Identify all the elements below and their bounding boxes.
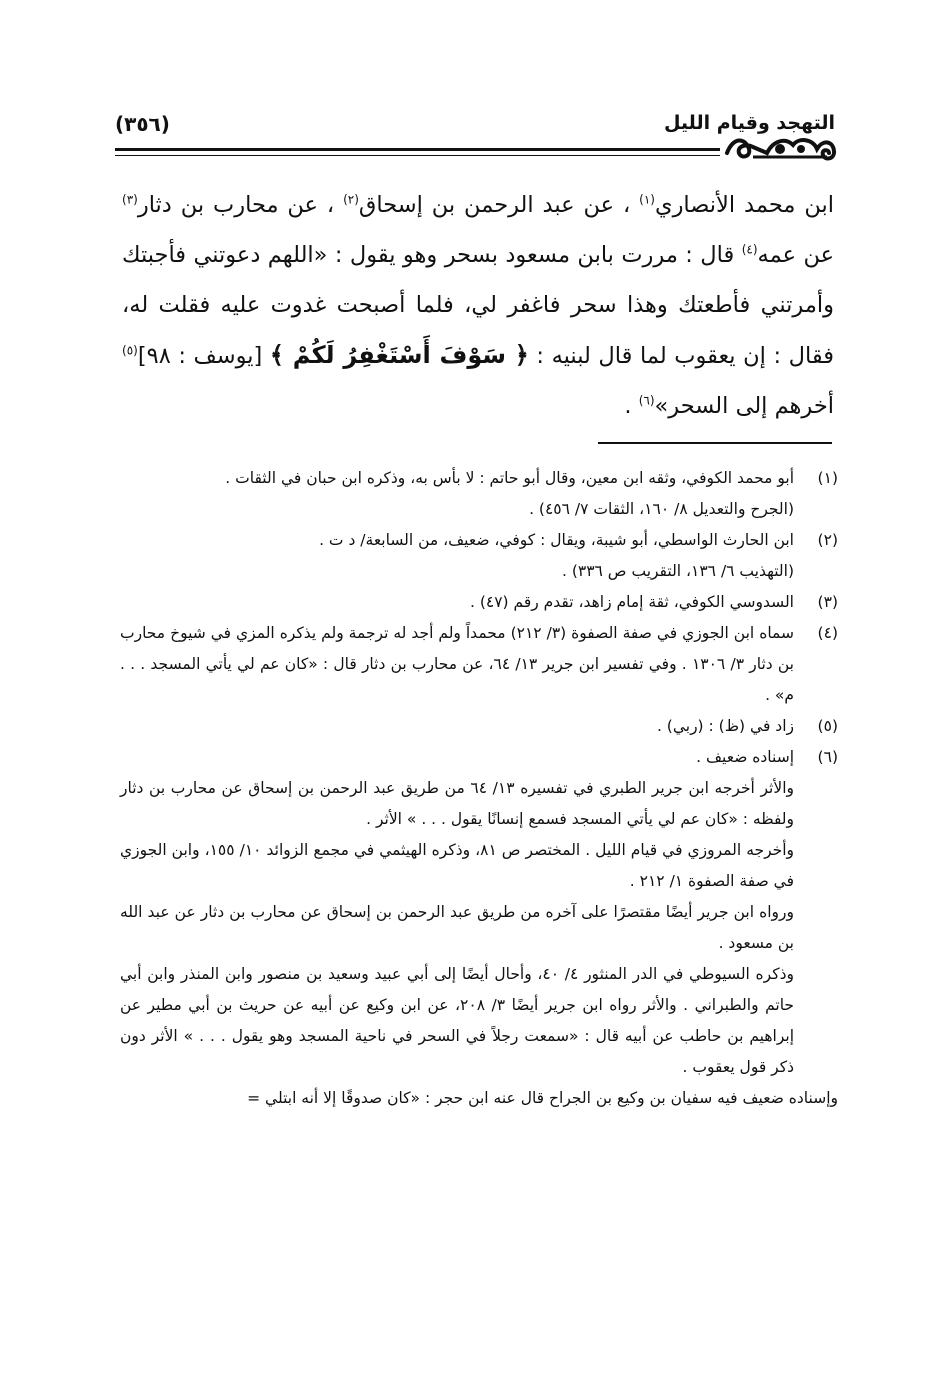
footnote-ref: (٣) — [122, 192, 138, 207]
main-text-run: ابن محمد الأنصاري — [654, 192, 835, 218]
main-text-run: . — [624, 393, 639, 419]
footnote-ref: (٥) — [122, 343, 138, 358]
footnote-6-paragraph: وذكره السيوطي في الدر المنثور ٤/ ٤٠، وأحال أيضًا إلى أبي عبيد وسعيد بن منصور وابن المنذر وابن أبي حاتم والطبراني . والأثر رواه ابن جرير أيضًا ٣/ ٢٠٨، عن ابن وكيع عن أبيه عن حريث بن أبي مطير عن إبراهيم بن حاطب عن أبيه قال : «سمعت رجلاً في السحر في ناحية المسجد وهو يقول . . . » الأثر دون ذكر قول يعقوب . — [120, 965, 795, 1076]
page-number: (٣٥٦) — [115, 112, 170, 136]
main-text-run: ، عن عبد الرحمن بن إسحاق — [358, 192, 640, 218]
footnote-number: (٢) — [817, 531, 838, 549]
footnote-5 — [120, 711, 838, 742]
header-ornament-icon — [723, 127, 838, 165]
main-text — [122, 180, 834, 431]
footnote-4 — [120, 618, 838, 711]
footnote-text: ابن الحارث الواسطي، أبو شيبة، ويقال : كوفي، ضعيف، من السابعة/ د ت . — [319, 531, 794, 549]
quran-verse: ﴿ سَوْفَ أَسْتَغْفِرُ لَكُمْ ﴾ — [269, 341, 529, 369]
footnote-3 — [120, 587, 838, 618]
footnote-text: زاد في (ظ) : (ربي) . — [656, 717, 794, 735]
footnote-ref: (٢) — [343, 192, 359, 207]
footnote-text: أبو محمد الكوفي، وثقه ابن معين، وقال أبو حاتم : لا بأس به، وذكره ابن حبان في الثقات . — [225, 469, 794, 487]
footnote-2 — [120, 525, 838, 587]
footnote-number: (٣) — [817, 593, 838, 611]
footnote-6-paragraph: وإسناده ضعيف فيه سفيان بن وكيع بن الجراح قال عنه ابن حجر : «كان صدوقًا إلا أنه ابتلي = — [247, 1089, 838, 1107]
main-text-run: أخرهم إلى السحر» — [654, 393, 834, 419]
main-text-run: قال : مررت بابن مسعود بسحر وهو يقول : «اللهم دعوتني فأجبتك وأمرتني فأطعتك وهذا سحر فاغفر لي، فلما أصبحت غدوت عليه فقلت له، فقال : إن يعقوب لما قال لبنيه : — [122, 242, 834, 369]
footnote-number: (٦) — [817, 748, 838, 766]
footnotes — [120, 463, 838, 1114]
header-rule-thick — [115, 148, 720, 151]
footnote-ref: (٦) — [638, 393, 655, 408]
footnote-citation: (التهذيب ٦/ ١٣٦، التقريب ص ٣٣٦) . — [561, 562, 794, 580]
main-text-run: ، عن محارب بن دثار — [137, 192, 344, 218]
main-text-run: [يوسف : ٩٨] — [137, 343, 270, 369]
main-paragraph — [122, 180, 834, 431]
footnote-separator — [598, 442, 832, 444]
footnote-ref: (١) — [639, 192, 655, 207]
footnote-text: سماه ابن الجوزي في صفة الصفوة (٣/ ٢١٢) محمداً ولم أجد له ترجمة ولم يذكره المزي في شيوخ محارب بن دثار ٣/ ١٣٠٦ . وفي تفسير ابن جرير ١٣/ ٦٤، عن محارب بن دثار قال : «كان عم لي يأتي المسجد . . . م» . — [120, 624, 794, 704]
footnote-6-paragraph: والأثر أخرجه ابن جرير الطبري في تفسيره ١٣/ ٦٤ من طريق عبد الرحمن بن إسحاق عن محارب بن دثار ولفظه : «كان عم لي يأتي المسجد فسمع إنسانًا يقول . . . » الأثر . — [120, 779, 794, 828]
running-title: التهجد وقيام الليل — [663, 112, 835, 134]
footnote-text: إسناده ضعيف . — [696, 748, 794, 766]
footnote-6-paragraph: وأخرجه المروزي في قيام الليل . المختصر ص ٨١، وذكره الهيثمي في مجمع الزوائد ١٠/ ١٥٥، وابن الجوزي في صفة الصفوة ١/ ٢١٢ . — [120, 841, 795, 890]
main-text-run: عن عمه — [757, 242, 835, 268]
footnote-citation: (الجرح والتعديل ٨/ ١٦٠، الثقات ٧/ ٤٥٦) . — [529, 500, 794, 518]
footnote-text: السدوسي الكوفي، ثقة إمام زاهد، تقدم رقم (٤٧) . — [469, 593, 794, 611]
footnote-number: (٤) — [817, 624, 838, 642]
footnote-1 — [120, 463, 838, 525]
footnote-6 — [120, 742, 838, 773]
footnote-6-paragraph: ورواه ابن جرير أيضًا مقتصرًا على آخره من طريق عبد الرحمن بن إسحاق عن محارب بن دثار عن عبد الله بن مسعود . — [120, 903, 794, 952]
header-rule-thin — [115, 155, 720, 156]
footnote-number: (٥) — [817, 717, 838, 735]
footnote-number: (١) — [817, 469, 838, 487]
footnote-ref: (٤) — [741, 242, 758, 257]
